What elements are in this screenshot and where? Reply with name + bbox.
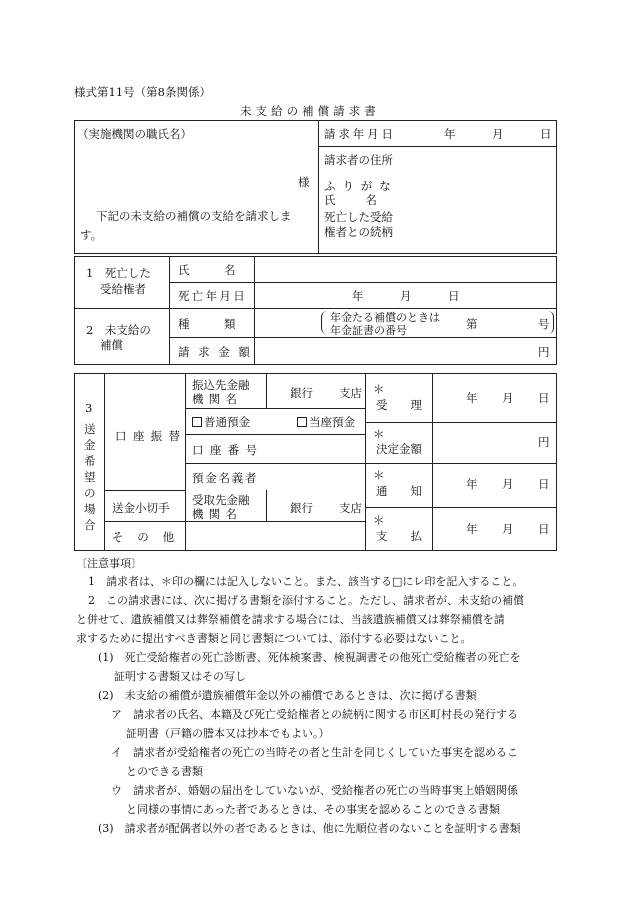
current-deposit-checkbox[interactable] xyxy=(297,414,355,430)
death-date-label: 死亡年月日 xyxy=(178,289,247,303)
note-2-2-a-cont: 証明書（戸籍の謄本又は抄本でもよい。） xyxy=(126,727,330,740)
bank-unit: 銀行 xyxy=(290,386,313,400)
furigana-label: ふりがな xyxy=(324,179,398,193)
note-2-2-i: イ 請求者が受給権者の死亡の当時その者と生計を同じくしていた事実を認めるこ xyxy=(111,746,518,759)
section2-label: 2 未支給の xyxy=(86,323,151,337)
recv-branch-unit: 支店 xyxy=(339,501,362,515)
note-2-3: (3) 請求者が配偶者以外の者であるときは、他に先順位者のないことを証明する書類 xyxy=(98,822,521,835)
address-label: 請求者の住所 xyxy=(324,153,393,167)
payment-label: 支払 xyxy=(376,529,445,543)
death-month: 月 xyxy=(400,289,412,303)
notice-label: 通知 xyxy=(376,484,445,498)
request-text: 下記の未支給の補償の支給を請求しま xyxy=(96,209,292,223)
death-year: 年 xyxy=(352,289,364,303)
ordinary-deposit-label: 普通預金 xyxy=(204,415,250,429)
type-label: 種類 xyxy=(178,317,270,331)
request-text-2: す。 xyxy=(80,228,103,242)
note-1: 1 請求者は、＊印の欄には記入しないこと。また、該当する□にレ印を記入すること。 xyxy=(88,575,524,588)
note-2-2: (2) 未支給の補償が遺族補償年金以外の補償であるときは、次に掲げる書類 xyxy=(98,689,477,702)
dai-label: 第 xyxy=(466,317,478,331)
recv-bank-label: 受取先金融 xyxy=(192,493,250,507)
note-2-2-a: ア 請求者の氏名、本籍及び死亡受給権者との続柄に関する市区町村長の発行する xyxy=(111,708,518,721)
section3-label-char: 3 xyxy=(85,401,93,415)
note-2-cont: 求するために提出すべき書類と同じ書類については、添付する必要はないこと。 xyxy=(76,632,472,645)
note-2: 2 この請求書には、次に掲げる書類を添付すること。ただし、請求者が、未支給の補償 xyxy=(88,594,524,607)
pension-note-2: 年金証書の番号 xyxy=(330,324,407,337)
bank-label-2: 機関名 xyxy=(192,392,243,406)
check-label: 送金小切手 xyxy=(112,501,170,515)
note-2-2-i-cont: とのできる書類 xyxy=(126,765,203,778)
honorific: 様 xyxy=(298,175,310,189)
account-no-label: 口座番号 xyxy=(192,443,264,457)
note-2-2-u-cont: と同様の事情にあった者であるときは、その事実を認めることのできる書類 xyxy=(126,803,500,816)
receipt-label: 受理 xyxy=(376,398,445,412)
section3-label-char: 合 xyxy=(84,518,96,532)
payment-month: 月 xyxy=(502,522,514,536)
request-month: 月 xyxy=(492,127,504,141)
decided-amount-label: 決定金額 xyxy=(376,442,422,456)
receipt-day: 日 xyxy=(538,391,550,405)
section3-label-char: の xyxy=(84,486,96,500)
amount-label: 請求金額 xyxy=(178,345,259,359)
request-date-label: 請求年月日 xyxy=(324,127,396,141)
section1-label: 1 死亡した xyxy=(86,266,151,280)
notice-day: 日 xyxy=(538,477,550,491)
decided-amount-yen: 円 xyxy=(538,435,550,449)
section3-label-char: 場 xyxy=(84,502,96,516)
recv-bank-label-2: 機関名 xyxy=(192,507,243,521)
pension-note: 年金たる補償のときは xyxy=(330,311,440,324)
receipt-month: 月 xyxy=(502,391,514,405)
recv-bank-unit: 銀行 xyxy=(290,501,313,515)
checkbox-icon xyxy=(192,417,202,427)
note-2-1-cont: 証明する書類又はその写し xyxy=(114,670,246,683)
note-2-2-u: ウ 請求者が、婚姻の届出をしていないが、受給権者の死亡の当時事実上婚姻関係 xyxy=(111,784,518,797)
asterisk: ＊ xyxy=(373,468,385,482)
relation-label: 死亡した受給 xyxy=(324,210,393,224)
ordinary-deposit-checkbox[interactable] xyxy=(192,414,250,430)
notice-month: 月 xyxy=(502,477,514,491)
request-year: 年 xyxy=(444,127,456,141)
relation-label-2: 権者との続柄 xyxy=(324,225,393,239)
notes-heading: 〔注意事項〕 xyxy=(76,557,142,570)
form-number: 様式第11号（第8条関係） xyxy=(74,85,211,99)
amount-yen: 円 xyxy=(538,345,550,359)
request-day: 日 xyxy=(540,127,552,141)
other-label: その他 xyxy=(112,530,188,544)
notice-year: 年 xyxy=(466,477,478,491)
current-deposit-label: 当座預金 xyxy=(309,415,355,429)
transfer-label: 口座振替 xyxy=(115,429,187,443)
death-day: 日 xyxy=(448,289,460,303)
section3-label-char: 金 xyxy=(84,438,96,452)
section2-label-2: 補償 xyxy=(100,338,123,352)
holder-label: 預金名義者 xyxy=(192,471,259,485)
receipt-year: 年 xyxy=(466,391,478,405)
note-2-cont: と併せて、遺族補償又は葬祭補償を請求する場合には、当該遺族補償又は葬祭補償を請 xyxy=(76,613,505,626)
payment-year: 年 xyxy=(466,522,478,536)
page-title: 未支給の補償請求書 xyxy=(240,104,380,118)
checkbox-icon xyxy=(297,417,307,427)
payment-day: 日 xyxy=(538,522,550,536)
section1-label-2: 受給権者 xyxy=(100,282,146,296)
asterisk: ＊ xyxy=(373,382,385,396)
note-2-1: (1) 死亡受給権者の死亡診断書、死体検案書、検視調書その他死亡受給権者の死亡を xyxy=(98,651,521,664)
claimant-name-label: 氏名 xyxy=(324,193,407,207)
go-label: 号 xyxy=(538,317,550,331)
section3-label-char: 希 xyxy=(84,454,96,468)
asterisk: ＊ xyxy=(373,427,385,441)
asterisk: ＊ xyxy=(373,513,385,527)
branch-unit: 支店 xyxy=(339,386,362,400)
section3-label-char: 送 xyxy=(84,422,96,436)
addressee-label: （実施機関の職氏名） xyxy=(77,127,192,141)
bank-label: 振込先金融 xyxy=(192,378,250,392)
deceased-name-label: 氏名 xyxy=(178,263,270,277)
section3-label-char: 望 xyxy=(84,470,96,484)
